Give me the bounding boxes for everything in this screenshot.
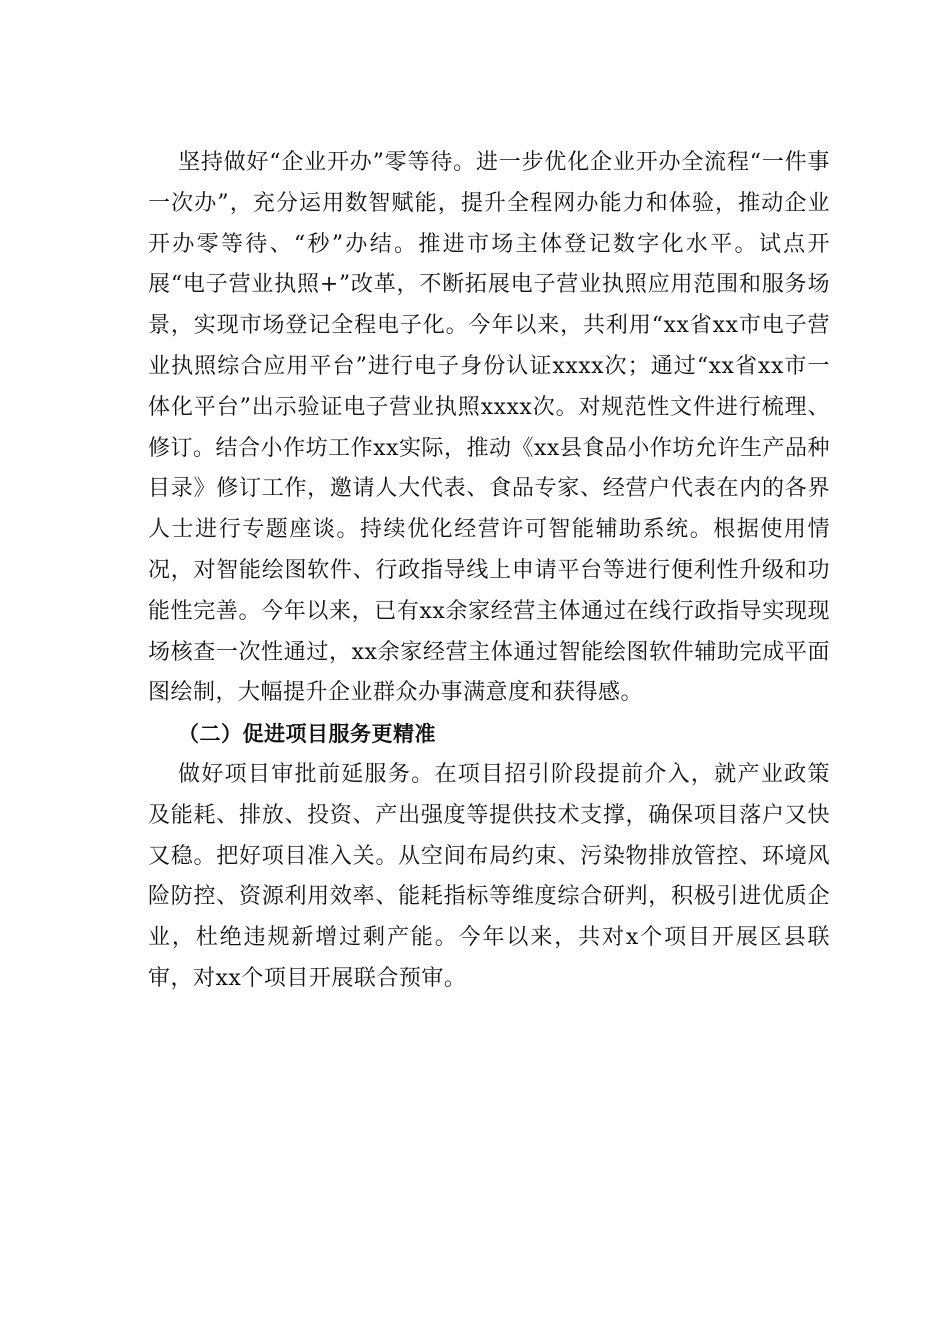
document-body <box>148 143 830 1000</box>
paragraph-enterprise-setup: 坚持做好“企业开办”零等待。进一步优化企业开办全流程“一件事一次办”，充分运用数智赋能，提升全程网办能力和体验，推动企业开办零等待、“秒”办结。推进市场主体登记数字化水平。试点开展“电子营业执照+”改革，不断拓展电子营业执照应用范围和服务场景，实现市场登记全程电子化。今年以来，共利用“xx省xx市电子营业执照综合应用平台”进行电子身份认证xxxx次；通过“xx省xx市一体化平台”出示验证电子营业执照xxxx次。对规范性文件进行梳理、修订。结合小作坊工作xx实际，推动《xx县食品小作坊允许生产品种目录》修订工作，邀请人大代表、食品专家、经营户代表在内的各界人士进行专题座谈。持续优化经营许可智能辅助系统。根据使用情况，对智能绘图软件、行政指导线上申请平台等进行便利性升级和功能性完善。今年以来，已有xx余家经营主体通过在线行政指导实现现场核查一次性通过，xx余家经营主体通过智能绘图软件辅助完成平面图绘制，大幅提升企业群众办事满意度和获得感。 <box>148 150 830 706</box>
section-heading: （二）促进项目服务更精准 <box>178 722 436 747</box>
paragraph-project-approval: 做好项目审批前延服务。在项目招引阶段提前介入，就产业政策及能耗、排放、投资、产出强度等提供技术支撑，确保项目落户又快又稳。把好项目准入关。从空间布局约束、污染物排放管控、环境风险防控、资源利用效率、能耗指标等维度综合研判，积极引进优质企业，杜绝违规新增过剩产能。今年以来，共对x个项目开展区县联审，对xx个项目开展联合预审。 <box>148 761 830 991</box>
